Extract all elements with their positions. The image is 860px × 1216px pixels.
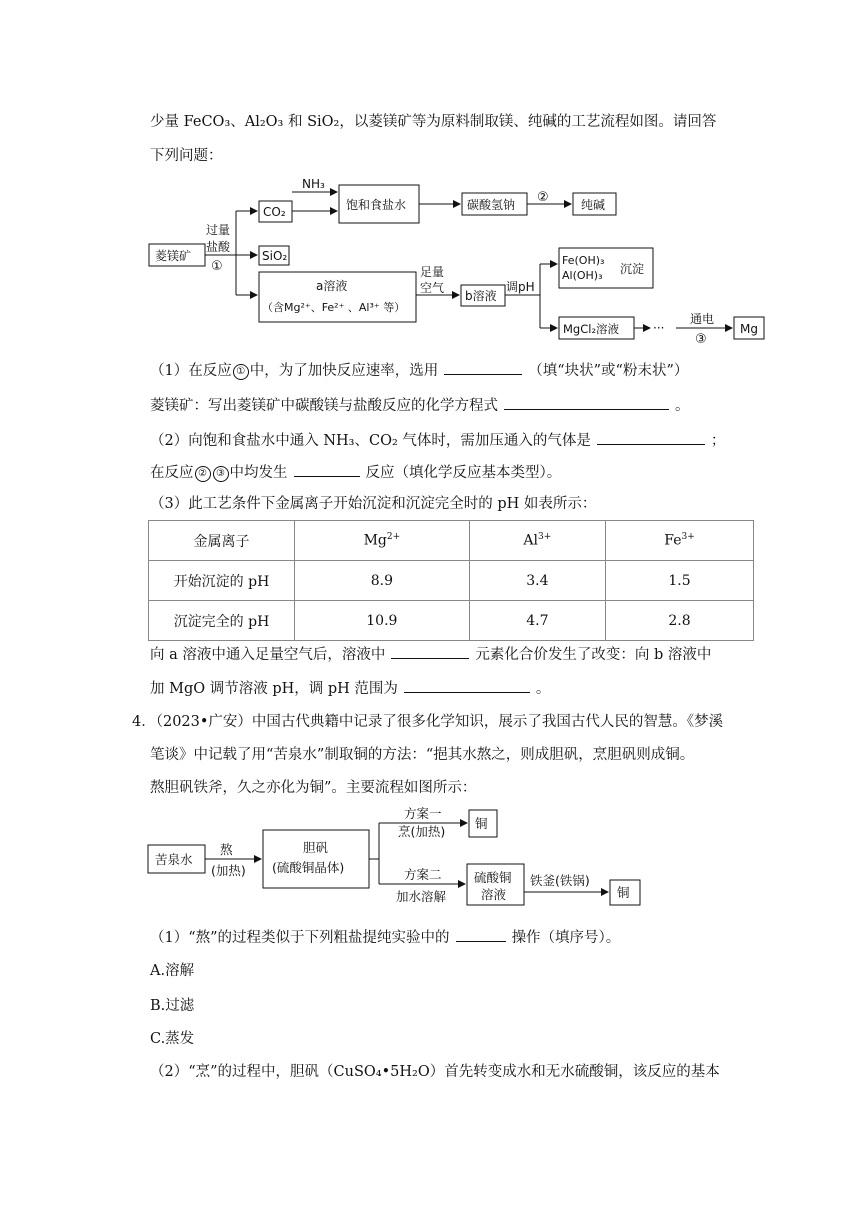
question-1-line-1: [150, 360, 688, 381]
hcl-label: 盐酸: [206, 240, 231, 254]
question-3-line-1: （3）此工艺条件下金属离子开始沉淀和沉淀完全时的 pH 如表所示：: [150, 496, 597, 512]
soda-ash-label: 纯碱: [581, 198, 606, 212]
step-1-label: ①: [211, 259, 223, 274]
table-header-cell: $Fe^{3+}$: [606, 521, 754, 561]
q2-step-2: ②: [195, 466, 211, 482]
answer-blank-reaction-type[interactable]: [294, 462, 360, 477]
saturated-brine-label: 饱和食盐水: [346, 198, 407, 212]
question-2-line-1: [150, 430, 725, 451]
q3-text-b: 元素化合价发生了改变：向 b 溶液中: [475, 647, 712, 663]
answer-blank-element[interactable]: [391, 644, 469, 659]
table-header-cell: 金属离子: [149, 521, 295, 561]
boil-label: 熬: [220, 842, 233, 857]
q2-semicolon: ；: [710, 433, 726, 449]
answer-blank-gas[interactable]: [597, 430, 705, 445]
question-2-line-2: [150, 462, 561, 483]
q4-q1-text-b: 操作（填序号）。: [511, 930, 621, 946]
dissolve-label: 加水溶解: [396, 889, 447, 904]
nh3-label: NH₃: [302, 177, 325, 191]
problem-4-line-3: 熬胆矾铁斧，久之亦化为铜”。主要流程如图所示：: [150, 780, 477, 796]
ellipsis-label: ···: [653, 321, 665, 335]
nahco3-label: 碳酸氢钠: [467, 198, 516, 212]
adjust-ph-label: 调pH: [506, 280, 535, 294]
answer-blank-ph-range[interactable]: [404, 678, 530, 693]
question-3-line-2: [150, 644, 711, 665]
bitter-spring-label: 苦泉水: [155, 852, 193, 867]
table-header-cell: $Al^{3+}$: [469, 521, 605, 561]
plan-2-label: 方案二: [404, 867, 442, 882]
answer-blank-shape[interactable]: [444, 360, 522, 375]
b-solution-label: b溶液: [465, 289, 497, 303]
table-header-cell: $Mg^{2+}$: [295, 521, 470, 561]
magnesite-process-diagram: [0, 0, 860, 350]
table-cell: 3.4: [469, 561, 605, 601]
q1-text-c: （填“块状”或“粉末状”）: [528, 363, 689, 379]
intro-line-1: 少量 FeCO₃、Al₂O₃ 和 SiO₂，以菱镁矿等为原料制取镁、纯碱的工艺流程如图。请回答: [150, 114, 717, 130]
mg-label: Mg: [740, 322, 758, 336]
ph-table: [148, 520, 754, 641]
q2-text-c: 反应（填化学反应基本类型）。: [365, 465, 562, 481]
enough-label: 足量: [420, 265, 445, 279]
table-cell: 2.8: [606, 601, 754, 641]
excess-label: 过量: [206, 223, 231, 237]
chalcanthite-label: 胆矾: [303, 840, 329, 855]
q1-step-ref: ①: [233, 364, 249, 380]
copper-label-1: 铜: [475, 816, 488, 831]
heat-label: (加热): [211, 863, 246, 878]
q1-equation-prompt: 菱镁矿：写出菱镁矿中碳酸镁与盐酸反应的化学方程式: [150, 398, 498, 414]
table-cell: 10.9: [295, 601, 470, 641]
q2-text-b: 中均发生: [229, 465, 288, 481]
iron-pot-label: 铁釜(铁锅): [530, 873, 590, 888]
option-b: B.过滤: [150, 998, 195, 1014]
q2-text-a: 在反应: [150, 465, 194, 481]
a-solution-label: a溶液: [316, 279, 348, 293]
problem-4-q1: [150, 927, 620, 948]
cuso4-crystal-label: (硫酸铜晶体): [272, 860, 345, 875]
problem-4-q2: （2）“烹”的过程中，胆矾（CuSO₄•5H₂O）首先转变成水和无水硫酸铜，该反应的基本: [150, 1064, 720, 1080]
table-row: [149, 601, 754, 641]
q3-text-a: 向 a 溶液中通入足量空气后，溶液中: [150, 647, 386, 663]
option-c: C.蒸发: [150, 1031, 195, 1047]
table-cell: 4.7: [469, 601, 605, 641]
intro-line-2: 下列问题：: [150, 148, 223, 164]
precipitate-label: 沉淀: [620, 262, 645, 276]
mgcl2-label: MgCl₂溶液: [563, 322, 620, 336]
q2-step-3: ③: [213, 466, 229, 482]
cuso4-solution-label-2: 溶液: [481, 887, 507, 902]
copper-label-2: 铜: [617, 885, 630, 900]
electrolysis-label: 通电: [690, 312, 715, 326]
table-row: [149, 561, 754, 601]
table-cell: 1.5: [606, 561, 754, 601]
q4-q1-text: （1）“熬”的过程类似于下列粗盐提纯实验中的: [150, 930, 450, 946]
problem-4-line-1: 4．（2023•广安）中国古代典籍中记录了很多化学知识，展示了我国古代人民的智慧。《梦溪: [132, 714, 724, 730]
step-2-label: ②: [537, 190, 549, 205]
q2-text: （2）向饱和食盐水中通入 NH₃、CO₂ 气体时，需加压通入的气体是: [150, 433, 591, 449]
magnesite-label: 菱镁矿: [155, 249, 192, 263]
q3-end: 。: [535, 681, 551, 697]
roast-label: 烹(加热): [398, 824, 446, 839]
q1-text-a: （1）在反应: [150, 363, 232, 379]
air-label: 空气: [420, 281, 445, 295]
q3-text-c: 加 MgO 调节溶液 pH，调 pH 范围为: [150, 681, 398, 697]
cuso4-solution-label-1: 硫酸铜: [474, 870, 512, 885]
table-header-row: [149, 521, 754, 561]
q1-text-b: 中，为了加快反应速率，选用: [249, 363, 439, 379]
copper-process-diagram: [0, 800, 860, 915]
a-solution-contents: （含Mg²⁺、Fe²⁺ 、Al³⁺ 等）: [262, 301, 406, 314]
q1-end: 。: [675, 398, 690, 414]
question-1-line-2: [150, 395, 690, 416]
table-cell: 开始沉淀的 pH: [149, 561, 295, 601]
table-cell: 8.9: [295, 561, 470, 601]
plan-1-label: 方案一: [404, 806, 442, 821]
problem-4-line-2: 笔谈》中记载了用“苦泉水”制取铜的方法：“挹其水熬之，则成胆矾，烹胆矾则成铜。: [150, 747, 695, 763]
co2-label: CO₂: [263, 205, 286, 219]
answer-blank-operation[interactable]: [456, 927, 506, 942]
aloh3-label: Al(OH)₃: [562, 269, 603, 282]
chalcanthite-box: [263, 830, 369, 888]
option-a: A.溶解: [150, 963, 195, 979]
table-cell: 沉淀完全的 pH: [149, 601, 295, 641]
step-3-label: ③: [695, 332, 707, 347]
answer-blank-equation[interactable]: [504, 395, 669, 410]
sio2-label: SiO₂: [262, 249, 288, 263]
question-3-line-3: [150, 678, 550, 699]
feoh3-label: Fe(OH)₃: [562, 254, 605, 267]
